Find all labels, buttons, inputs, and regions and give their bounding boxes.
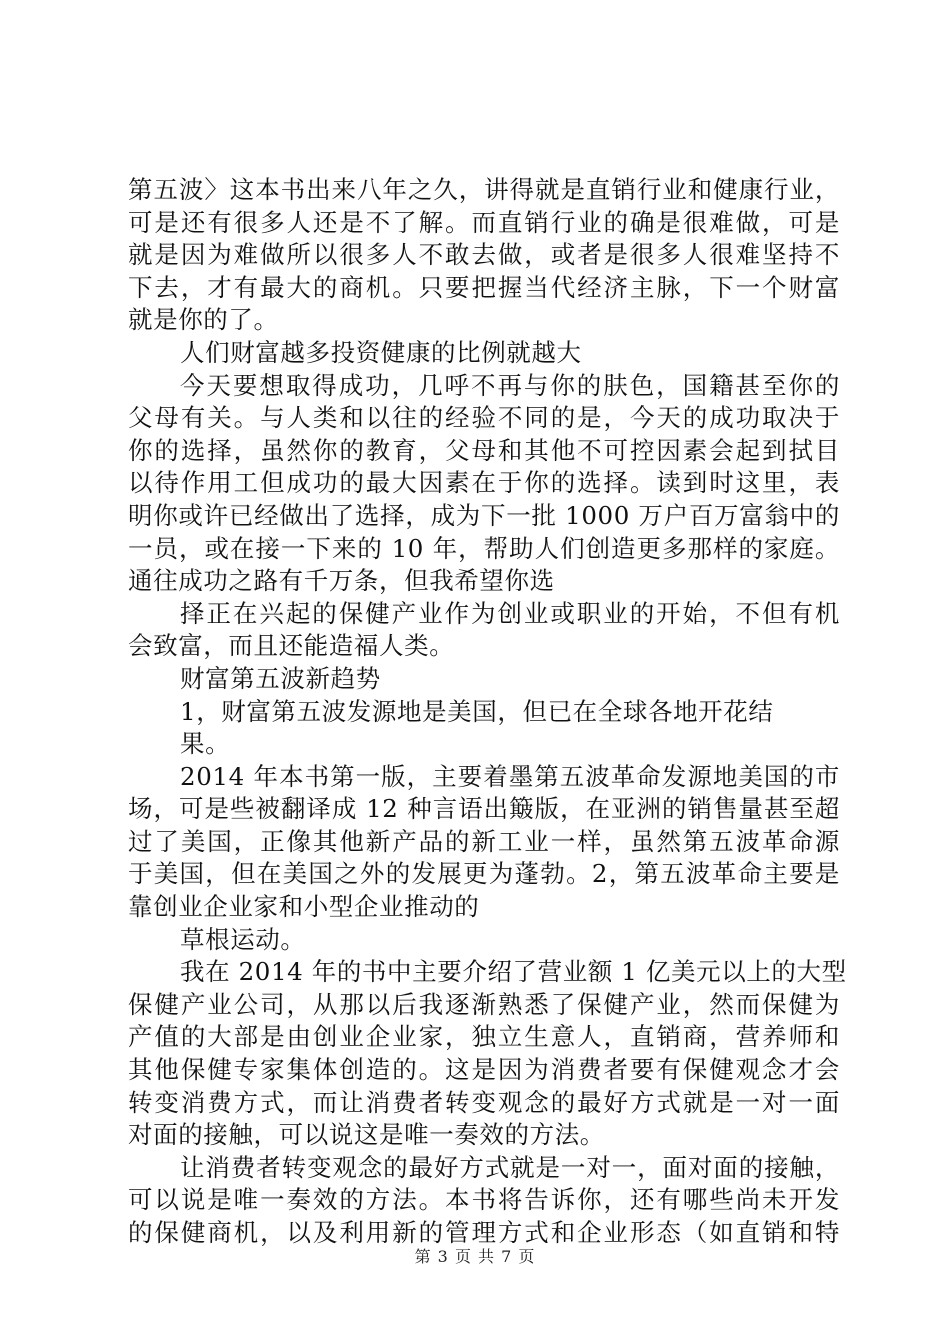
text-line: 父母有关。与人类和以往的经验不同的是，今天的成功取决于 (128, 403, 840, 433)
text-line: 场，可是些被翻译成 12 种言语出簸版，在亚洲的销售量甚至超 (128, 794, 840, 824)
text-line: 让消费者转变观念的最好方式就是一对一，面对面的接触， (180, 1152, 840, 1182)
text-line: 于美国，但在美国之外的发展更为蓬勃。2，第五波革命主要是 (128, 859, 840, 889)
text-line: 就是因为难做所以很多人不敢去做，或者是很多人很难坚持不 (128, 240, 840, 270)
text-line: 对面的接触，可以说这是唯一奏效的方法。 (128, 1120, 605, 1150)
body-text (128, 174, 847, 1250)
text-line: 草根运动。 (180, 924, 306, 954)
text-line: 可是还有很多人还是不了解。而直销行业的确是很难做，可是 (128, 207, 840, 237)
text-line: 1，财富第五波发源地是美国，但已在全球各地开花结 (180, 696, 774, 726)
text-line: 财富第五波新趋势 (180, 663, 381, 693)
text-line: 今天要想取得成功，几呼不再与你的肤色，国籍甚至你的 (180, 370, 840, 400)
text-line: 果。 (180, 729, 231, 759)
page-footer: 第 3 页 共 7 页 (414, 1247, 536, 1266)
text-line: 的保健商机，以及利用新的管理方式和企业形态（如直销和特 (128, 1218, 840, 1247)
text-line: 可以说是唯一奏效的方法。本书将告诉你，还有哪些尚未开发 (128, 1185, 840, 1215)
text-line: 产值的大部是由创业企业家，独立生意人，直销商，营养师和 (128, 1022, 840, 1052)
text-line: 人们财富越多投资健康的比例就越大 (180, 337, 582, 367)
text-line: 第五波〉这本书出来八年之久，讲得就是直销行业和健康行业， (128, 175, 840, 204)
text-line: 转变消费方式，而让消费者转变观念的最好方式就是一对一面 (128, 1087, 840, 1117)
text-line: 你的选择，虽然你的教育，父母和其他不可控因素会起到拭目 (128, 435, 840, 465)
text-line: 以待作用工但成功的最大因素在于你的选择。读到时这里，表 (128, 468, 840, 498)
text-line: 我在 2014 年的书中主要介绍了营业额 1 亿美元以上的大型 (180, 957, 847, 987)
text-line: 就是你的了。 (128, 305, 279, 335)
text-line: 下去，才有最大的商机。只要把握当代经济主脉，下一个财富 (128, 272, 840, 302)
text-line: 保健产业公司，从那以后我逐渐熟悉了保健产业，然而保健为 (128, 989, 840, 1019)
text-line: 明你或许已经做出了选择，成为下一批 1000 万户百万富翁中的 (128, 500, 840, 530)
text-line: 2014 年本书第一版，主要着墨第五波革命发源地美国的市 (180, 761, 840, 791)
text-line: 过了美国，正像其他新产品的新工业一样，虽然第五波革命源 (128, 826, 840, 856)
text-line: 择正在兴起的保健产业作为创业或职业的开始，不但有机 (180, 598, 840, 628)
text-line: 一员，或在接一下来的 10 年，帮助人们创造更多那样的家庭。 (128, 533, 840, 563)
text-line: 会致富，而且还能造福人类。 (128, 631, 455, 661)
text-line: 其他保健专家集体创造的。这是因为消费者要有保健观念才会 (128, 1055, 840, 1085)
text-line: 通往成功之路有千万条，但我希望你选 (128, 566, 555, 596)
text-line: 靠创业企业家和小型企业推动的 (128, 892, 480, 922)
